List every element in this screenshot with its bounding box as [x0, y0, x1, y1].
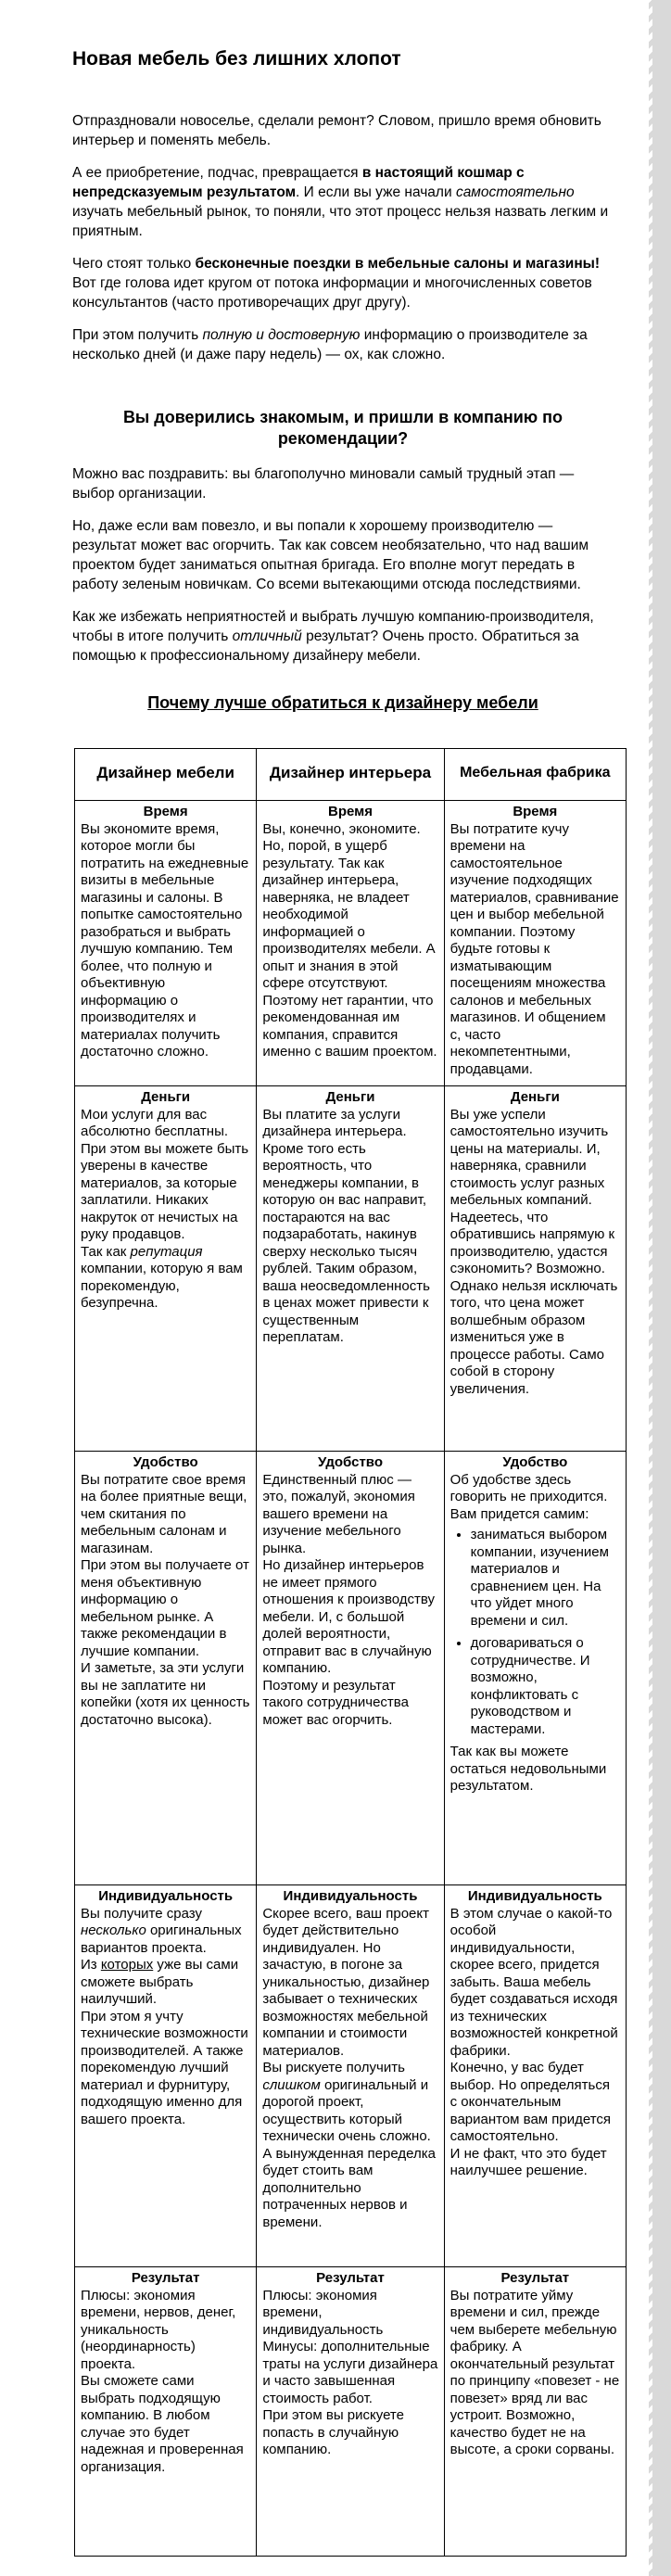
- table-cell: Деньги Вы платите за услуги дизайнера интерьера. Кроме того есть вероятность, что менеджеры компании, в которую он вас направит, постараются на вас подзаработать, накинув сверху несколько тысяч рублей. Таким образом, ваша неосведомленность в ценах может привести к существенным переплатам.: [257, 1086, 444, 1452]
- bullet-list: [450, 1527, 620, 1738]
- list-item: • договариваться о сотрудничестве. И возможно, конфликтовать с руководством и мастерами.: [471, 1635, 620, 1738]
- table-cell: Время Вы, конечно, экономите. Но, порой, в ущерб результату. Так как дизайнер интерьера, наверняка, не владеет необходимой информацией о производителях мебели. А опыт и знания в этой сфере отсутствуют. Поэтому нет гарантии, что рекомендованная им компания, справится именно с вашим проектом.: [257, 801, 444, 1086]
- table-row-money: [75, 1086, 627, 1452]
- list-item: • заниматься выбором компании, изучением материалов и сравнением цен. На что уйдет много времени и сил.: [471, 1527, 620, 1630]
- solution-paragraph: Как же избежать неприятностей и выбрать лучшую компанию-производителя, чтобы в итоге получить отличный результат? Очень просто. Обратиться за помощью к профессиональному дизайнеру мебели.: [72, 609, 594, 664]
- table-row-result: [75, 2267, 627, 2557]
- table-cell: Время Вы экономите время, которое могли бы потратить на ежедневные визиты в мебельные магазины и салоны. В попытке самостоятельно разобраться и выбрать лучшую компанию. Тем более, что полную и объективную информацию о производителях и материалах получить достаточно сложно.: [75, 801, 257, 1086]
- nightmare-paragraph: А ее приобретение, подчас, превращается в настоящий кошмар с непредсказуемым результатом. И если вы уже начали самостоятельно изучать мебельный рынок, то поняли, что этот процесс нельзя назвать легким и приятным.: [72, 165, 609, 239]
- comparison-heading: Почему лучше обратиться к дизайнеру мебели: [147, 693, 538, 712]
- table-cell: Индивидуальность Вы получите сразу несколько оригинальных вариантов проекта. Из которых уже вы сами сможете выбрать наилучший. При этом я учту технические возможности производителей. А также порекомендую лучший материал и фурнитуру, подходящую именно для вашего проекта.: [75, 1885, 257, 2267]
- showrooms-paragraph: Чего стоят только бесконечные поездки в мебельные салоны и магазины! Вот где голова идет кругом от потока информации и многочисленных советов консультантов (часто противоречащих друг другу).: [72, 256, 601, 311]
- table-cell: Время Вы потратите кучу времени на самостоятельное изучение подходящих материалов, сравнивание цен и выбор мебельной компании. Поэтому будьте готовы к изматывающим посещениям множества салонов и мебельных магазинов. И общением с, часто некомпетентными, продавцами.: [444, 801, 626, 1086]
- header-furniture-designer: Дизайнер мебели: [75, 749, 257, 801]
- table-cell: Результат Плюсы: экономия времени, индивидуальность Минусы: дополнительные траты на услуги дизайнера и часто завышенная стоимость работ. При этом вы рискуете попасть в случайную компанию.: [257, 2267, 444, 2557]
- recommendation-heading: Вы доверились знакомым, и пришли в компанию по рекомендации?: [122, 408, 563, 448]
- torn-page-edge: [645, 0, 652, 2576]
- table-cell: Результат Вы потратите уйму времени и сил, прежде чем выберете мебельную фабрику. А окончательный результат по принципу «повезет - не повезет» вряд ли вас устроит. Возможно, качество будет не на высоте, а сроки сорваны.: [444, 2267, 626, 2557]
- table-cell: Индивидуальность В этом случае о какой-то особой индивидуальности, скорее всего, придется забыть. Ваша мебель будет создаваться исходя из технических возможностей конкретной фабрики. Конечно, у вас будет выбор. Но определяться с окончательным вариантом вам придется самостоятельно. И не факт, что это будет наилучшее решение.: [444, 1885, 626, 2267]
- table-row-time: [75, 801, 627, 1086]
- table-cell: Удобство Об удобстве здесь говорить не приходится. Вам придется самим: • заниматься выбором компании, изучением материалов и сравнением цен. На что уйдет много времени и сил. • договариваться о сотрудничестве. И возможно, конфликтовать с руководством и мастерами. Так как вы можете остаться недовольными результатом.: [444, 1452, 626, 1885]
- table-cell: Удобство Вы потратите свое время на более приятные вещи, чем скитания по мебельным салонам и магазинам. При этом вы получаете от меня объективную информацию о мебельном рынке. А также рекомендации в лучшие компании. И заметьте, за эти услуги вы не заплатите ни копейки (хотя их ценность достаточно высока).: [75, 1452, 257, 1885]
- header-interior-designer: Дизайнер интерьера: [257, 749, 444, 801]
- table-cell: Результат Плюсы: экономия времени, нервов, денег, уникальность (неординарность) проекта. Вы сможете сами выбрать подходящую компанию. В любом случае это будет надежная и проверенная организация.: [75, 2267, 257, 2557]
- table-cell: Деньги Вы уже успели самостоятельно изучить цены на материалы. И, наверняка, сравнили стоимость услуг разных мебельных компаний. Надеетесь, что обратившись напрямую к производителю, удастся сэкономить? Возможно. Однако нельзя исключать того, что цена может волшебным образом измениться уже в процессе работы. Само собой в сторону увеличения.: [444, 1086, 626, 1452]
- comparison-table: [74, 748, 627, 2557]
- table-cell: Деньги Мои услуги для вас абсолютно бесплатны. При этом вы можете быть уверены в качестве материалов, за которые заплатили. Никаких накруток от нечистых на руку продавцов. Так как репутация компании, которую я вам порекомендую, безупречна.: [75, 1086, 257, 1452]
- info-paragraph: При этом получить полную и достоверную информацию о производителе за несколько дней (и даже пару недель) — ох, как сложно.: [72, 327, 588, 362]
- intro-paragraph: Отпраздновали новоселье, сделали ремонт? Словом, пришло время обновить интерьер и поменять мебель.: [72, 113, 601, 148]
- congrats-paragraph: Можно вас поздравить: вы благополучно миновали самый трудный этап — выбор организации.: [72, 466, 575, 501]
- header-furniture-factory: Мебельная фабрика: [444, 749, 626, 801]
- table-cell: Индивидуальность Скорее всего, ваш проект будет действительно индивидуален. Но зачастую, в погоне за уникальностью, дизайнер забывает о технических возможностях мебельной компании и стоимости материалов. Вы рискуете получить слишком оригинальный и дорогой проект, осуществить который технически очень сложно. А вынужденная переделка будет стоить вам дополнительно потраченных нервов и времени.: [257, 1885, 444, 2267]
- table-row-individuality: [75, 1885, 627, 2267]
- table-header-row: [75, 749, 627, 801]
- page-title: Новая мебель без лишних хлопот: [72, 48, 401, 70]
- risk-paragraph: Но, даже если вам повезло, и вы попали к хорошему производителю — результат может вас огорчить. Так как совсем необязательно, что над вашим проектом будет заниматься опытная бригада. Его вполне могут передать в работу зеленым новичкам. Со всеми вытекающими отсюда последствиями.: [72, 518, 589, 592]
- table-cell: Удобство Единственный плюс — это, пожалуй, экономия вашего времени на изучение мебельного рынка. Но дизайнер интерьеров не имеет прямого отношения к производству мебели. И, с большой долей вероятности, отправит вас в случайную компанию. Поэтому и результат такого сотрудничества может вас огорчить.: [257, 1452, 444, 1885]
- table-row-convenience: [75, 1452, 627, 1885]
